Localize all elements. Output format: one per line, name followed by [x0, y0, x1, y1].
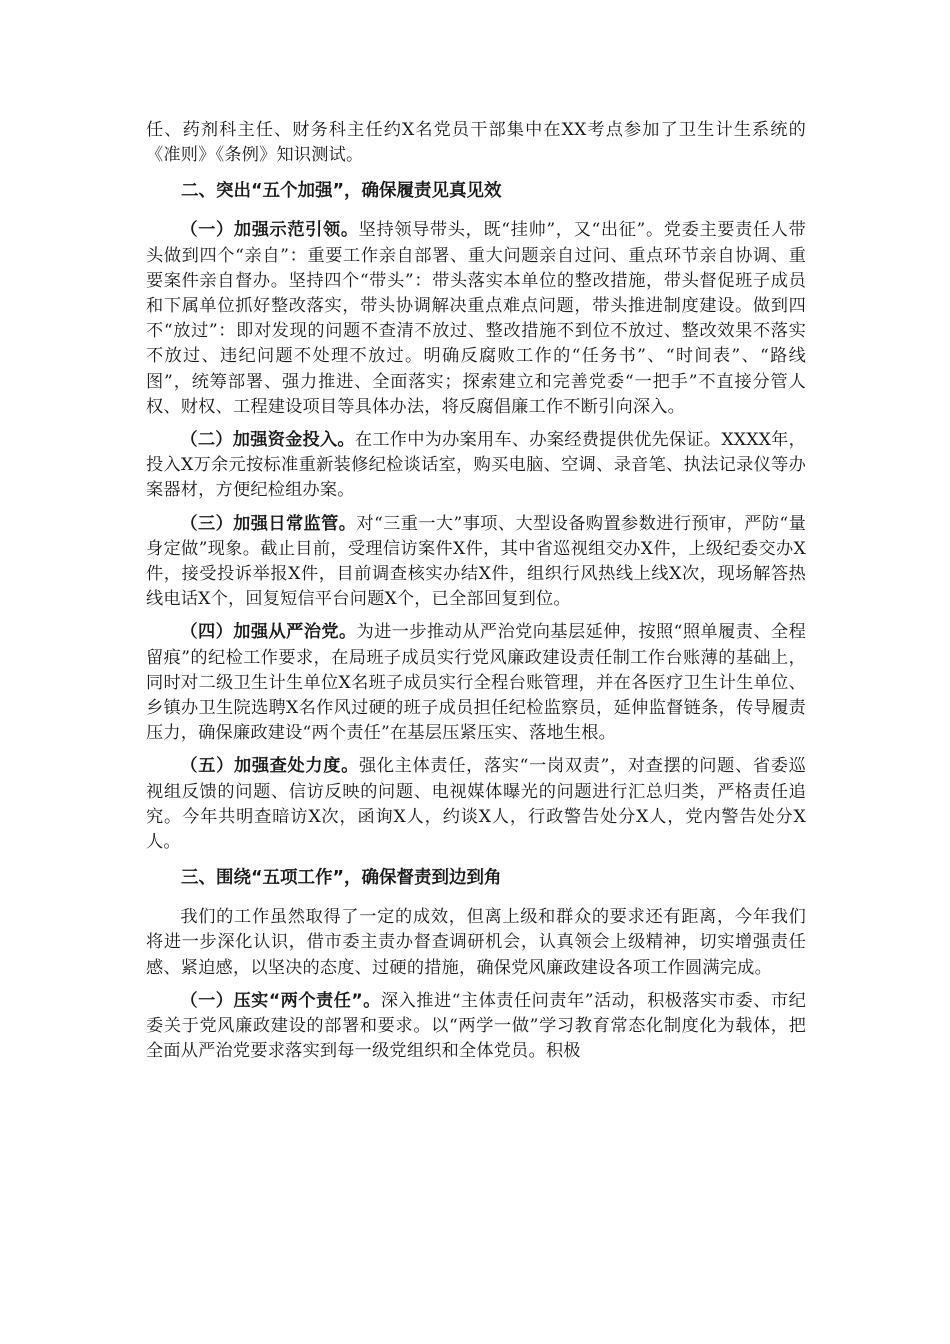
document-page — [146, 118, 806, 1073]
s2-item-5 — [146, 754, 806, 855]
section-heading-3: 三、围绕“五项工作”，确保督责到边到角 — [181, 868, 502, 889]
s2-item-1-lead: （一）加强示范引领。 — [180, 220, 359, 241]
s2-item-5-lead: （五）加强查处力度。 — [180, 756, 359, 777]
s2-item-2 — [146, 428, 806, 504]
s2-item-3-lead: （三）加强日常监管。 — [180, 513, 357, 534]
s3-item-1-lead: （一）压实“两个责任”。 — [180, 990, 381, 1011]
s2-item-2-lead: （二）加强资金投入。 — [180, 430, 355, 451]
s3-item-1 — [146, 989, 806, 1065]
s2-item-1 — [146, 218, 806, 420]
s2-item-3-text: 对“三重一大”事项、大型设备购置参数进行预审，严防“量身定做”现象。截止目前，受理信访案件X件，其中省巡视组交办X件，上级纪委交办X件，接受投诉举报X件，目前调查核实办结X件，组织行风热线上线X次，现场解答热线电话X个，回复短信平台问题X个，已全部回复到位。 — [146, 513, 806, 610]
s2-item-3 — [146, 512, 806, 613]
s2-item-4-text: 为进一步推动从严治党向基层延伸，按照“照单履责、全程留痕”的纪检工作要求，在局班子成员实行党风廉政建设责任制工作台账薄的基础上，同时对二级卫生计生单位X名班子成员实行全程台账管理，并在各医疗卫生计生单位、乡镇办卫生院选聘X名作风过硬的班子成员担任纪检监察员，延伸监督链条，传导履责压力，确保廉政建设“两个责任”在基层压紧压实、落地生根。 — [146, 622, 806, 744]
intro-paragraph: 任、药剂科主任、财务科主任约X名党员干部集中在XX考点参加了卫生计生系统的《准则》《条例》知识测试。 — [146, 120, 806, 166]
s2-item-2-text: 在工作中为办案用车、办案经费提供优先保证。XXXX年，投入X万余元按标准重新装修纪检谈话室，购买电脑、空调、录音笔、执法记录仪等办案器材，方便纪检组办案。 — [146, 430, 806, 501]
s2-item-5-text: 强化主体责任，落实“一岗双责”，对查摆的问题、省委巡视组反馈的问题、信访反映的问题、电视媒体曝光的问题进行汇总归类，严格责任追究。今年共明查暗访X次，函询X人，约谈X人，行政警告处分X人，党内警告处分X人。 — [146, 756, 806, 853]
s2-item-4-lead: （四）加强从严治党。 — [180, 622, 357, 643]
s2-item-4 — [146, 620, 806, 746]
section-3-paragraph: 我们的工作虽然取得了一定的成效，但离上级和群众的要求还有距离，今年我们将进一步深化认识，借市委主责办督查调研机会，认真领会上级精神，切实增强责任感、紧迫感，以坚决的态度、过硬的措施，确保党风廉政建设各项工作圆满完成。 — [146, 907, 806, 978]
section-heading-2: 二、突出“五个加强”，确保履责见真见效 — [181, 181, 502, 202]
s3-item-1-text: 深入推进“主体责任问责年”活动，积极落实市委、市纪委关于党风廉政建设的部署和要求。以“两学一做”学习教育常态化制度化为载体，把全面从严治党要求落实到每一级党组织和全体党员。积极 — [146, 990, 806, 1062]
s2-item-1-text: 坚持领导带头，既“挂帅”，又“出征”。党委主要责任人带头做到四个“亲自”：重要工作亲自部署、重大问题亲自过问、重点环节亲自协调、重要案件亲自督办。坚持四个“带头”：带头落实本单位的整改措施，带头督促班子成员和下属单位抓好整改落实，带头协调解决重点难点问题，带头推进制度建设。做到四不“放过”：即对发现的问题不查清不放过、整改措施不到位不放过、整改效果不落实不放过、违纪问题不处理不放过。明确反腐败工作的“任务书”、“时间表”、“路线图”，统筹部署、强力推进、全面落实；探索建立和完善党委“一把手”不直接分管人权、财权、工程建设项目等具体办法，将反腐倡廉工作不断引向深入。 — [146, 220, 806, 417]
